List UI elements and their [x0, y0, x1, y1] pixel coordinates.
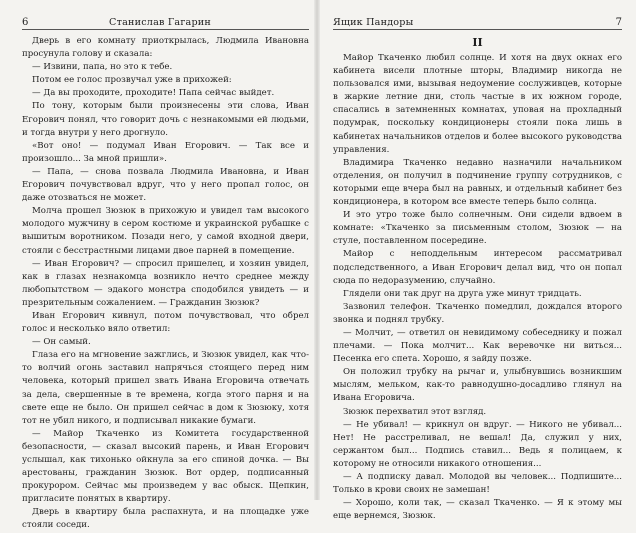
- chapter-numeral: II: [472, 36, 483, 49]
- paragraph: Зазвонил телефон. Ткаченко помедлил, дождался второго звонка и поднял трубку.: [333, 301, 622, 325]
- right-running-head: Ящик Пандоры: [333, 17, 414, 28]
- paragraph: Дверь в квартиру была распахнута, и на площадке уже стояли соседи.: [22, 507, 309, 531]
- paragraph: Потом ее голос прозвучал уже в прихожей:: [32, 75, 232, 86]
- right-page-body: [333, 52, 622, 523]
- paragraph: Майор с неподдельным интересом рассматривал подследственного, а Иван Егорович делал вид, что он попал сюда по недоразумению, случайно.: [333, 249, 622, 286]
- left-page-header: [22, 16, 309, 30]
- paragraph: Молча прошел Зюзюк в прихожую и увидел там высокого молодого мужчину в сером костюме и украинской рубашке с вышитым воротником. Позади него, у самой входной двери, стояли с бесстрастными лицами двое парней в помещение.: [22, 206, 309, 256]
- paragraph: Владимира Ткаченко недавно назначили начальником отделения, он получил в подчинение группу сотрудников, с которыми еще вчера был на равных, и отдельный кабинет без кондиционера, в котором все вместе теперь было солнца.: [333, 157, 622, 208]
- paragraph: — Молчит, — ответил он невидимому собеседнику и пожал плечами. — Пока молчит... Как веревочке ни виться... Песенка его спета. Хорошо, я зайду позже.: [333, 327, 622, 365]
- left-page: [0, 0, 317, 531]
- left-page-number: 6: [22, 17, 29, 28]
- left-running-head: Станислав Гагарин: [109, 17, 211, 28]
- paragraph: Иван Егорович кивнул, потом почувствовал, что обрел голос и несколько вяло ответил:: [22, 310, 309, 335]
- paragraph: — Папа, — снова позвала Людмила Ивановна, и Иван Егорович почувствовал вдруг, что у него пропал голос, он даже отозваться не может.: [22, 166, 309, 204]
- paragraph: Зюзюк перехватил этот взгляд.: [343, 406, 487, 417]
- paragraph: — Он самый.: [32, 337, 91, 348]
- paragraph: Дверь в его комнату приоткрылась, Людмила Ивановна просунула голову и сказала:: [22, 36, 309, 60]
- paragraph: — Иван Егорович? — спросил пришелец, и хозяин увидел, как в глазах незнакомца возникло нечто среднее между любопытством — эдакого монстра сподобился увидеть — и презрительным сожалением. — Гражданин Зюзюк?: [22, 258, 309, 308]
- paragraph: По тону, которым были произнесены эти слова, Иван Егорович понял, что говорит дочь с незнакомыми ей людьми, и тогда внутри у него дрогнуло.: [22, 101, 309, 138]
- paragraph: — Извини, папа, но это к тебе.: [32, 62, 173, 73]
- paragraph: — Не убивал! — крикнул он вдруг. — Никого не убивал... Нет! Не расстреливал, не вешал! Да, служил у них, сержантом был... Подпись ставил... Ведь я полицаем, к которому не относили никакого отношения...: [333, 419, 622, 469]
- paragraph: Майор Ткаченко любил солнце. И хотя на двух окнах его кабинета висели плотные шторы, Владимир никогда не пользовался ими, вызывая недоумение сослуживцев, которые в жаркие летние дни, столь частые в их южном городе, спасались в затемненных комнатах, уповая на прохладный подумрак, поскольку кондиционеры стояли пока лишь в кабинетах начальников отделов и более высокого руководства управления.: [333, 53, 622, 155]
- right-page: [317, 0, 636, 522]
- paragraph: — Майор Ткаченко из Комитета государственной безопасности, — сказал высокий парень, и Иван Егорович услышал, как тихонько ойкнула за его спиной дочка. — Вы арестованы, гражданин Зюзюк. Вот ордер, подписанный прокурором. Сейчас мы произведем у вас обыск. Щепкин, пригласите понятых в квартиру.: [22, 428, 309, 505]
- paragraph: — А подписку давал. Молодой вы человек... Подпишите... Только в крови своих не замешан!: [333, 472, 622, 496]
- paragraph: «Вот оно! — подумал Иван Егорович. — Так все и произошло... За мной пришли».: [22, 140, 309, 164]
- paragraph: — Да вы проходите, проходите! Папа сейчас выйдет.: [32, 88, 275, 99]
- paragraph: И это утро тоже было солнечным. Они сидели вдвоем в комнате: «Ткаченко за письменным столом, Зюзюк — на стуле, поставленном посередине.: [333, 210, 622, 247]
- right-page-header: [333, 16, 622, 30]
- left-page-body: [22, 35, 309, 533]
- paragraph: Он положил трубку на рычаг и, улыбнувшись возникшим мыслям, мельком, как-то равнодушно-досадливо глянул на Ивана Егоровича.: [333, 367, 622, 404]
- paragraph: Глядели они так друг на друга уже минут тридцать.: [343, 288, 582, 299]
- right-page-number: 7: [615, 17, 622, 28]
- paragraph: — Хорошо, коли так, — сказал Ткаченко. — Я к этому мы еще вернемся, Зюзюк.: [333, 498, 622, 522]
- paragraph: Глаза его на мгновение зажглись, и Зюзюк увидел, как что-то волчий огонь заставил напрячься стоящего перед ним человека, который пришел звать Ивана Егоровича отвечать за дела, свершенные в те времена, когда этого парня и на свете еще не было. Он пришел сейчас в дом к Зюзюку, хотя тот не убил никого, и подписывал никакие бумаги.: [22, 350, 309, 426]
